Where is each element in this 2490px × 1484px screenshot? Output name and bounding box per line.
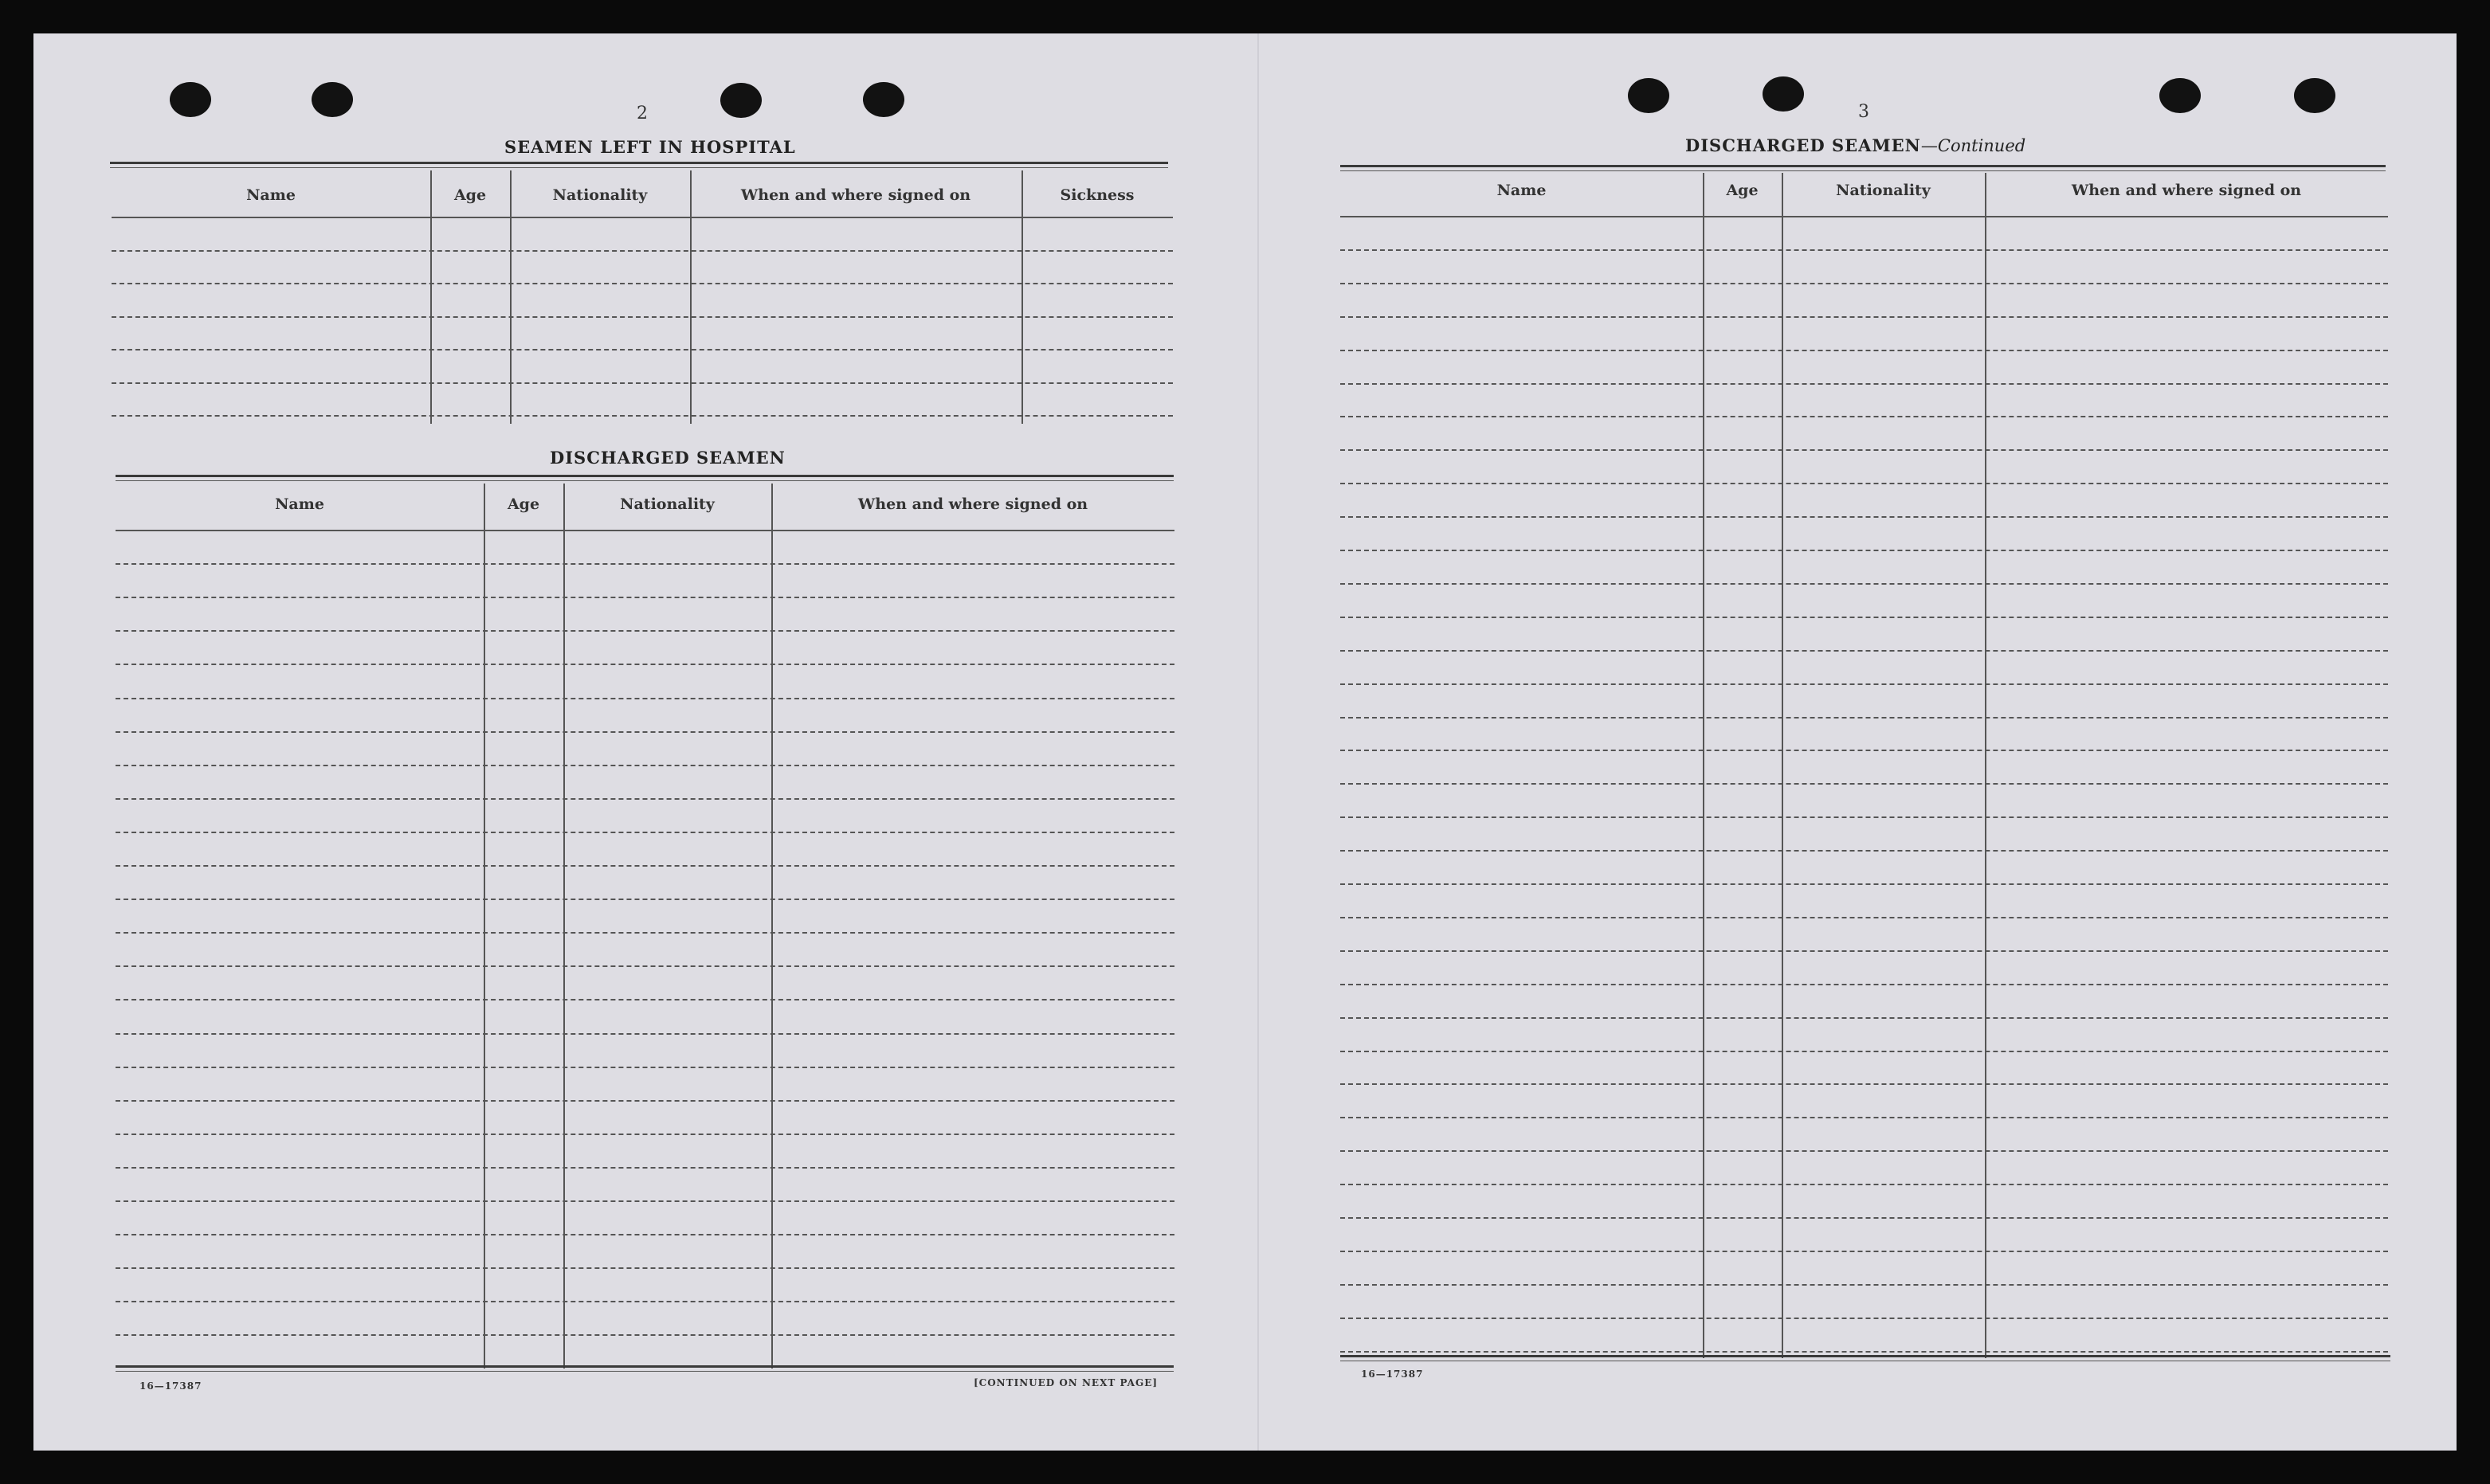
ruled-row-line — [116, 1100, 1174, 1102]
ruled-row-line — [1340, 717, 2388, 719]
column-header: Name — [275, 495, 324, 513]
column-header: Name — [1496, 182, 1547, 199]
ruled-row-line — [116, 1033, 1174, 1035]
ruled-row-line — [116, 731, 1174, 733]
ruled-row-line — [116, 1234, 1174, 1235]
column-divider — [1021, 170, 1023, 424]
column-header: Name — [246, 186, 296, 204]
ruled-row-line — [116, 1301, 1174, 1302]
page-number-right: 3 — [1858, 102, 1869, 122]
column-divider — [484, 484, 485, 1368]
ruled-row-line — [1340, 1217, 2388, 1219]
ruled-row-line — [1340, 683, 2388, 685]
ruled-row-line — [1340, 1184, 2388, 1185]
discharged-continued-title — [1685, 135, 2025, 155]
continued-bottom-rule — [1340, 1355, 2390, 1361]
column-divider — [771, 484, 773, 1368]
ruled-row-line — [1340, 1017, 2388, 1019]
ruled-row-line — [1340, 283, 2388, 284]
ruled-row-line — [1340, 483, 2388, 484]
ruled-row-line — [116, 932, 1174, 934]
ruled-row-line — [116, 965, 1174, 967]
hospital-section-title: SEAMEN LEFT IN HOSPITAL — [504, 137, 796, 157]
ruled-row-line — [116, 630, 1174, 632]
column-divider — [690, 170, 692, 424]
punch-hole — [720, 83, 762, 118]
ruled-row-line — [1340, 550, 2388, 551]
ruled-row-line — [116, 765, 1174, 766]
continued-note: [CONTINUED ON NEXT PAGE] — [974, 1377, 1159, 1388]
ruled-row-line — [112, 349, 1173, 350]
ruled-row-line — [1340, 617, 2388, 618]
ruled-row-line — [1340, 350, 2388, 351]
column-header: Age — [453, 186, 487, 204]
ruled-row-line — [1340, 1117, 2388, 1118]
punch-hole — [1763, 76, 1804, 112]
ruled-row-line — [112, 250, 1173, 252]
form-number-right: 16—17387 — [1361, 1368, 1424, 1380]
punch-hole — [2159, 78, 2201, 113]
ruled-row-line — [116, 1067, 1174, 1068]
discharged-bottom-rule — [116, 1365, 1174, 1372]
ruled-row-line — [1340, 950, 2388, 952]
ruled-row-line — [1340, 816, 2388, 818]
ruled-row-line — [1340, 783, 2388, 785]
form-number-left: 16—17387 — [139, 1380, 202, 1392]
ruled-row-line — [1340, 850, 2388, 852]
punch-hole — [312, 82, 353, 117]
discharged-section-title: DISCHARGED SEAMEN — [550, 448, 786, 468]
column-header: Age — [1726, 182, 1759, 199]
ruled-row-line — [116, 1134, 1174, 1135]
ruled-row-line — [1340, 1150, 2388, 1152]
punch-hole — [170, 82, 211, 117]
ruled-row-line — [1340, 383, 2388, 385]
ruled-row-line — [112, 415, 1173, 417]
column-header: Sickness — [1060, 186, 1135, 204]
ruled-row-line — [1340, 1351, 2388, 1353]
ruled-row-line — [1340, 583, 2388, 585]
discharged-continued-suffix: —Continued — [1920, 136, 2026, 155]
column-header: Age — [507, 495, 540, 513]
column-divider — [563, 484, 565, 1368]
ruled-row-line — [112, 382, 1173, 384]
ruled-row-line — [1340, 1251, 2388, 1252]
ruled-row-line — [116, 664, 1174, 665]
ruled-row-line — [1340, 449, 2388, 451]
page-fold — [1257, 33, 1259, 1451]
ruled-row-line — [116, 999, 1174, 1000]
ruled-row-line — [112, 316, 1173, 318]
punch-hole — [863, 82, 904, 117]
header-rule — [112, 217, 1173, 218]
header-rule — [1340, 216, 2388, 217]
hospital-top-rule — [110, 162, 1168, 168]
column-header: Nationality — [1836, 182, 1931, 199]
column-header: Nationality — [552, 186, 648, 204]
discharged-top-rule — [116, 475, 1174, 481]
ruled-row-line — [1340, 917, 2388, 918]
column-header: When and where signed on — [2071, 182, 2302, 199]
ruled-row-line — [1340, 883, 2388, 885]
ruled-row-line — [1340, 1083, 2388, 1085]
ruled-row-line — [116, 832, 1174, 833]
ruled-row-line — [116, 1334, 1174, 1336]
ruled-row-line — [116, 698, 1174, 699]
ruled-row-line — [1340, 516, 2388, 518]
ruled-row-line — [116, 899, 1174, 900]
ruled-row-line — [1340, 650, 2388, 652]
ruled-row-line — [1340, 1318, 2388, 1319]
ruled-row-line — [1340, 249, 2388, 251]
ruled-row-line — [1340, 316, 2388, 318]
discharged-continued-title-main: DISCHARGED SEAMEN — [1685, 135, 1921, 155]
ruled-row-line — [116, 563, 1174, 565]
column-divider — [430, 170, 432, 424]
ruled-row-line — [116, 597, 1174, 598]
document-sheet — [33, 33, 2457, 1451]
ruled-row-line — [1340, 416, 2388, 417]
continued-top-rule — [1340, 165, 2386, 171]
ruled-row-line — [116, 865, 1174, 867]
column-header: When and where signed on — [857, 495, 1088, 513]
header-rule — [116, 530, 1174, 531]
page-number-left: 2 — [637, 104, 648, 123]
ruled-row-line — [1340, 750, 2388, 751]
ruled-row-line — [116, 1200, 1174, 1202]
ruled-row-line — [1340, 984, 2388, 985]
column-divider — [510, 170, 512, 424]
column-header: Nationality — [620, 495, 715, 513]
ruled-row-line — [116, 798, 1174, 800]
punch-hole — [2294, 78, 2335, 113]
ruled-row-line — [116, 1267, 1174, 1269]
ruled-row-line — [116, 1167, 1174, 1169]
ruled-row-line — [112, 283, 1173, 284]
ruled-row-line — [1340, 1284, 2388, 1286]
column-header: When and where signed on — [740, 186, 971, 204]
ruled-row-line — [1340, 1051, 2388, 1052]
punch-hole — [1628, 78, 1669, 113]
